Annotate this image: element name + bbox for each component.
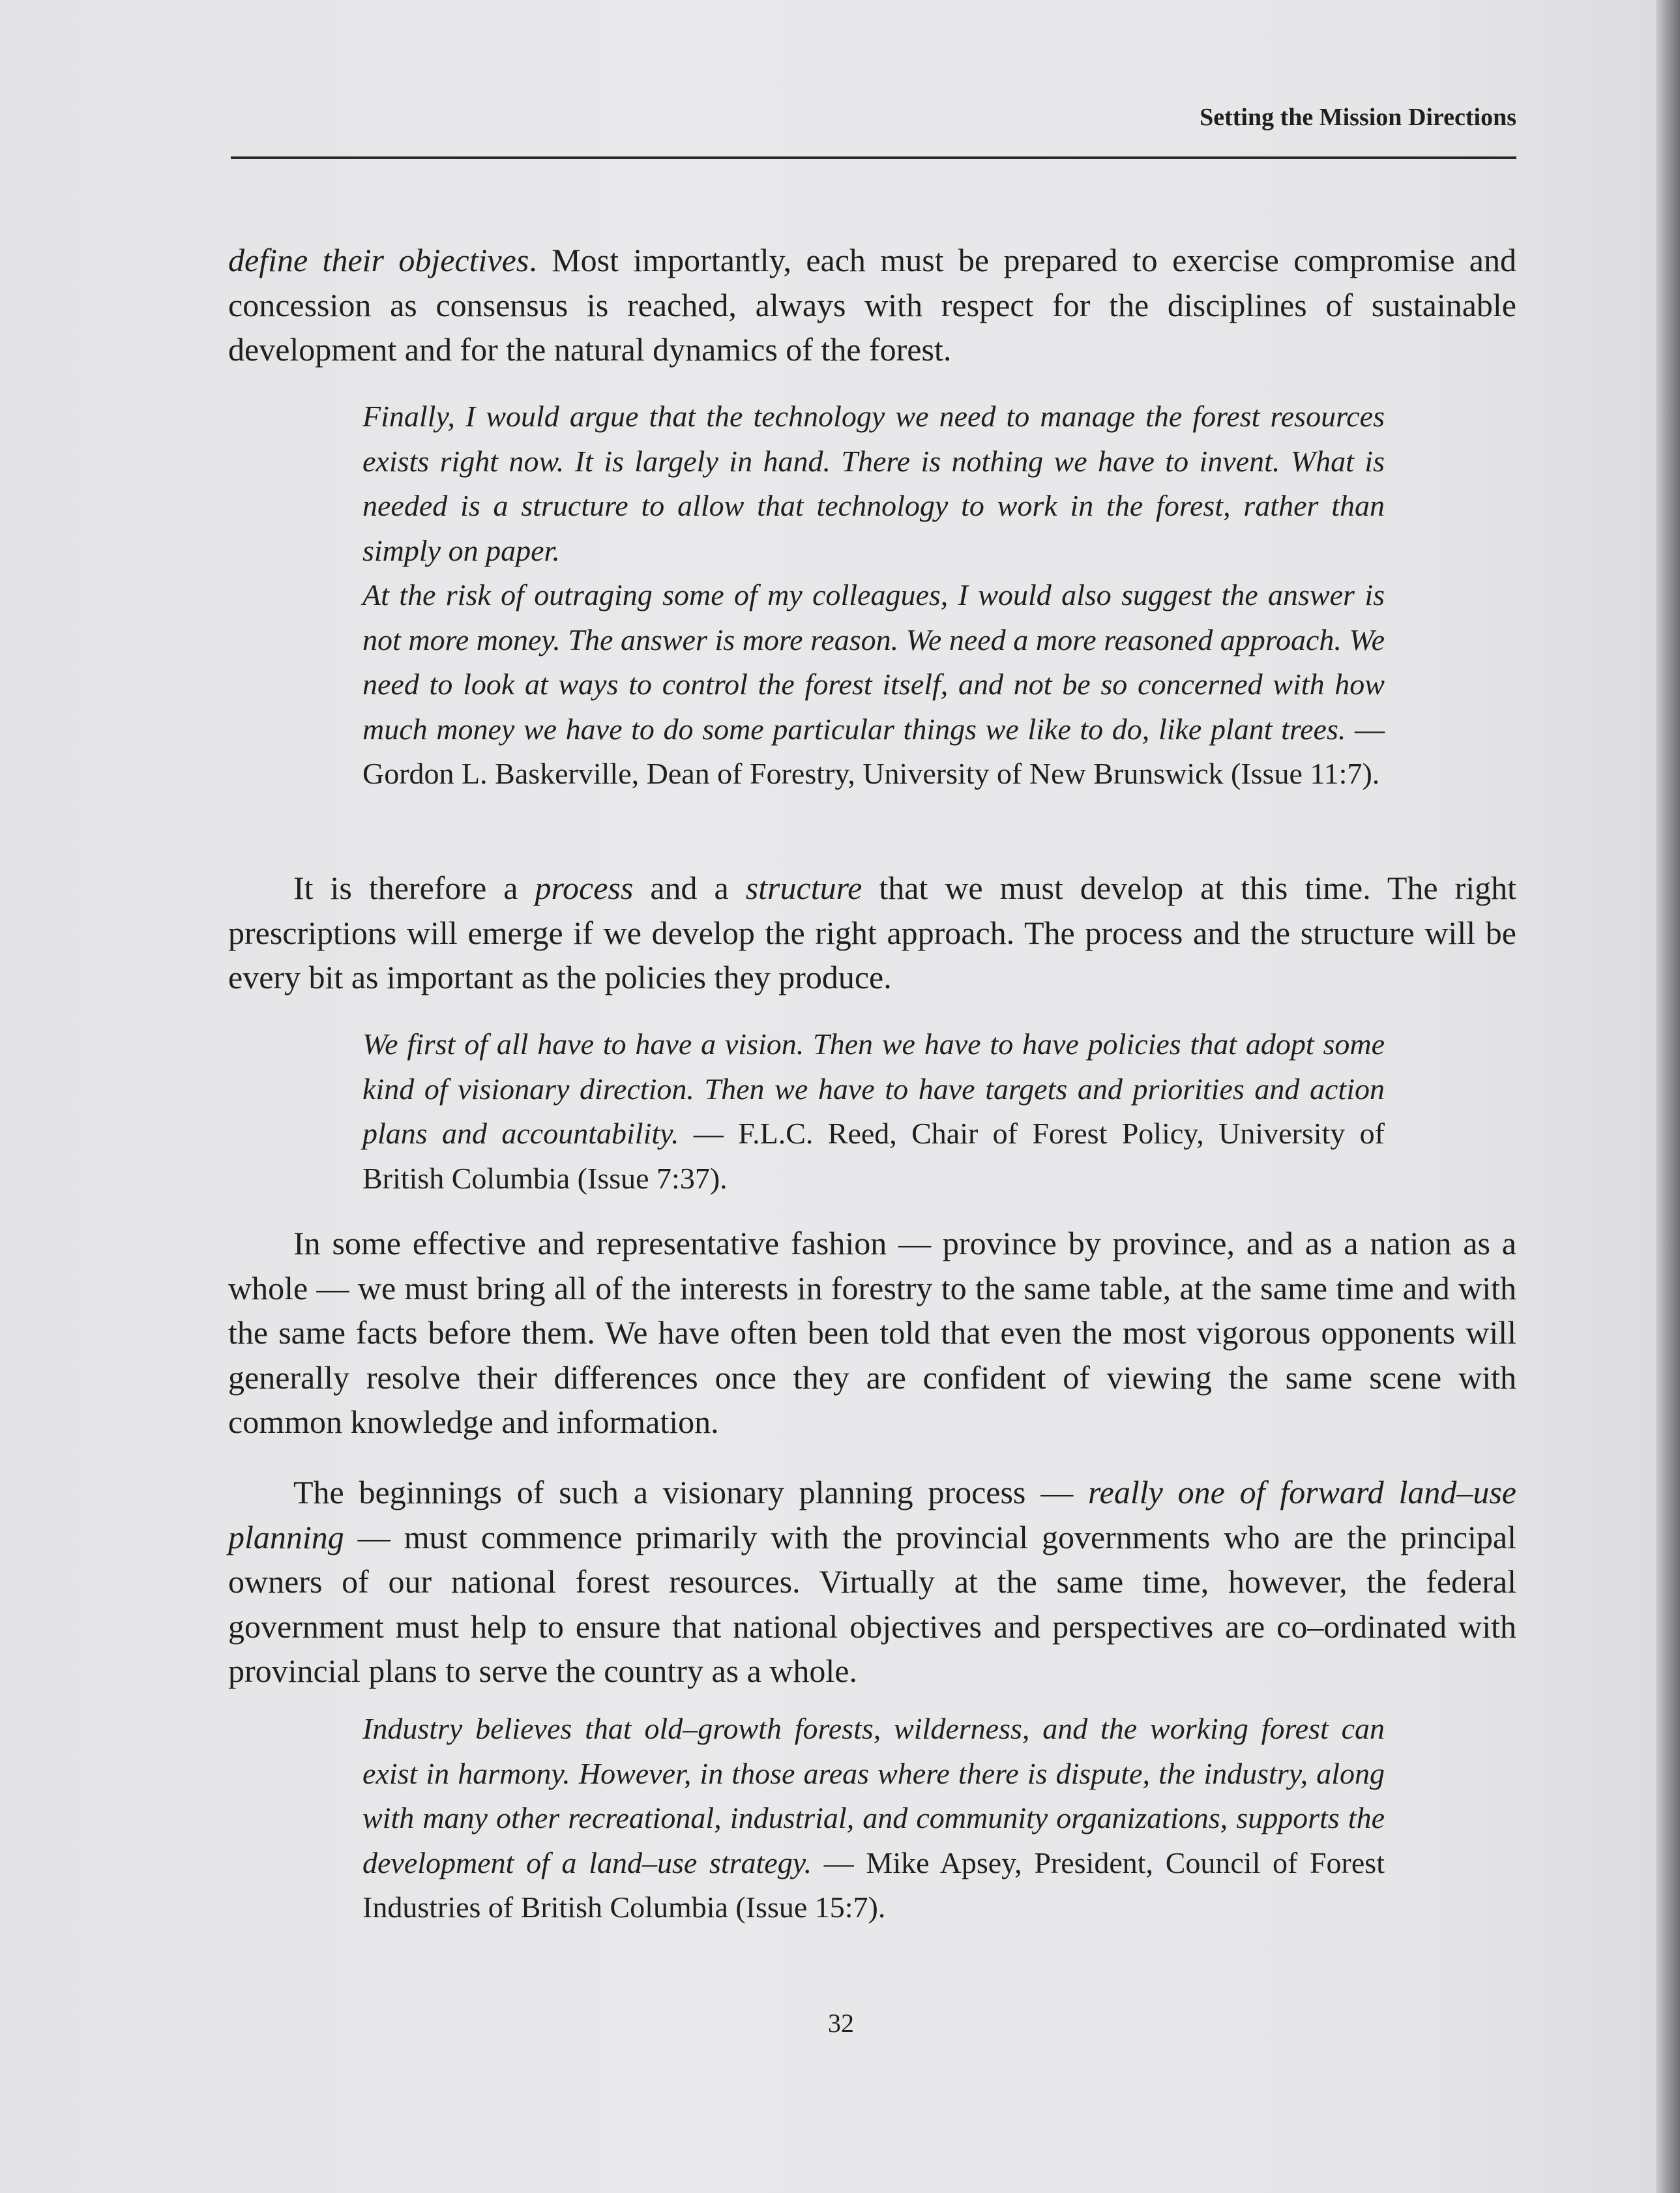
page-edge-shadow xyxy=(1656,0,1680,2193)
quote-1-part-1: Finally, I would argue that the technology we need to manage the forest resources exists right now. It is largely in hand. There is nothing we have to invent. What is needed is a structure to allow that technology to work in the forest, rather than simply on paper. xyxy=(362,400,1385,567)
paragraph-2 xyxy=(228,866,1516,1000)
quote-1-part-2 xyxy=(362,573,1385,797)
paragraph-2-text-c: that we must develop at this time. The right prescriptions will emerge if we develop the right approach. The process and the structure will be every bit as important as the policies they produce. xyxy=(228,870,1516,995)
paragraph-4-text-a: The beginnings of such a visionary planning process — xyxy=(293,1474,1089,1510)
quote-1-attribution: — Gordon L. Baskerville, Dean of Forestry, University of New Brunswick (Issue 11:7). xyxy=(362,712,1385,790)
header-rule xyxy=(231,156,1516,159)
running-header: Setting the Mission Directions xyxy=(1200,104,1516,131)
quote-2-text: We first of all have to have a vision. Then we have to have policies that adopt some kind of visionary direction. Then we have to have targets and priorities and action plans and accountability. xyxy=(362,1027,1385,1150)
page-number: 32 xyxy=(828,2009,854,2038)
quote-apsey xyxy=(362,1707,1385,1930)
paragraph-3 xyxy=(228,1221,1516,1445)
quote-1-part-2-text: At the risk of outraging some of my colleagues, I would also suggest the answer is not more money. The answer is more reason. We need a more reasoned approach. We need to look at ways to control the forest itself, and not be so concerned with how much money we have to do some particular things we like to do, like plant trees. xyxy=(362,578,1385,746)
paragraph-4-emphasis: really one of forward land–use planning xyxy=(228,1474,1516,1555)
paragraph-4 xyxy=(228,1470,1516,1694)
paragraph-1 xyxy=(228,238,1516,372)
quote-3-text: Industry believes that old–growth forests, wilderness, and the working forest can exist in harmony. However, in those areas where there is dispute, the industry, along with many other recreational, industrial, and community organizations, supports the development of a land–use strategy. xyxy=(362,1712,1385,1879)
paragraph-2-text-a: It is therefore a xyxy=(293,870,535,906)
paragraph-2-emphasis-process: process xyxy=(535,870,634,906)
quote-baskerville xyxy=(362,394,1385,797)
paragraph-1-text: . Most importantly, each must be prepared to exercise compromise and concession as consensus is reached, always with respect for the disciplines of sustainable development and for the natural dynamics of the forest. xyxy=(228,242,1516,368)
paragraph-2-emphasis-structure: structure xyxy=(745,870,862,906)
paragraph-2-text-b: and a xyxy=(633,870,746,906)
paragraph-1-emphasis: define their objectives xyxy=(228,242,529,278)
quote-reed xyxy=(362,1022,1385,1201)
paragraph-3-text: In some effective and representative fashion — province by province, and as a nation as a whole — we must bring all of the interests in forestry to the same table, at the same time and with the same facts before them. We have often been told that even the most vigorous opponents will generally resolve their differences once they are confident of viewing the same scene with common knowledge and information. xyxy=(228,1225,1516,1440)
quote-2-attribution: — F.L.C. Reed, Chair of Forest Policy, University of British Columbia (Issue 7:37). xyxy=(362,1117,1385,1195)
quote-3-attribution: — Mike Apsey, President, Council of Forest Industries of British Columbia (Issue 15:7). xyxy=(362,1846,1385,1924)
paragraph-4-text-b: — must commence primarily with the provincial governments who are the principal owners of our national forest resources. Virtually at the same time, however, the federal government must help to ensure that national objectives and perspectives are co–ordinated with provincial plans to serve the country as a whole. xyxy=(228,1518,1516,1689)
